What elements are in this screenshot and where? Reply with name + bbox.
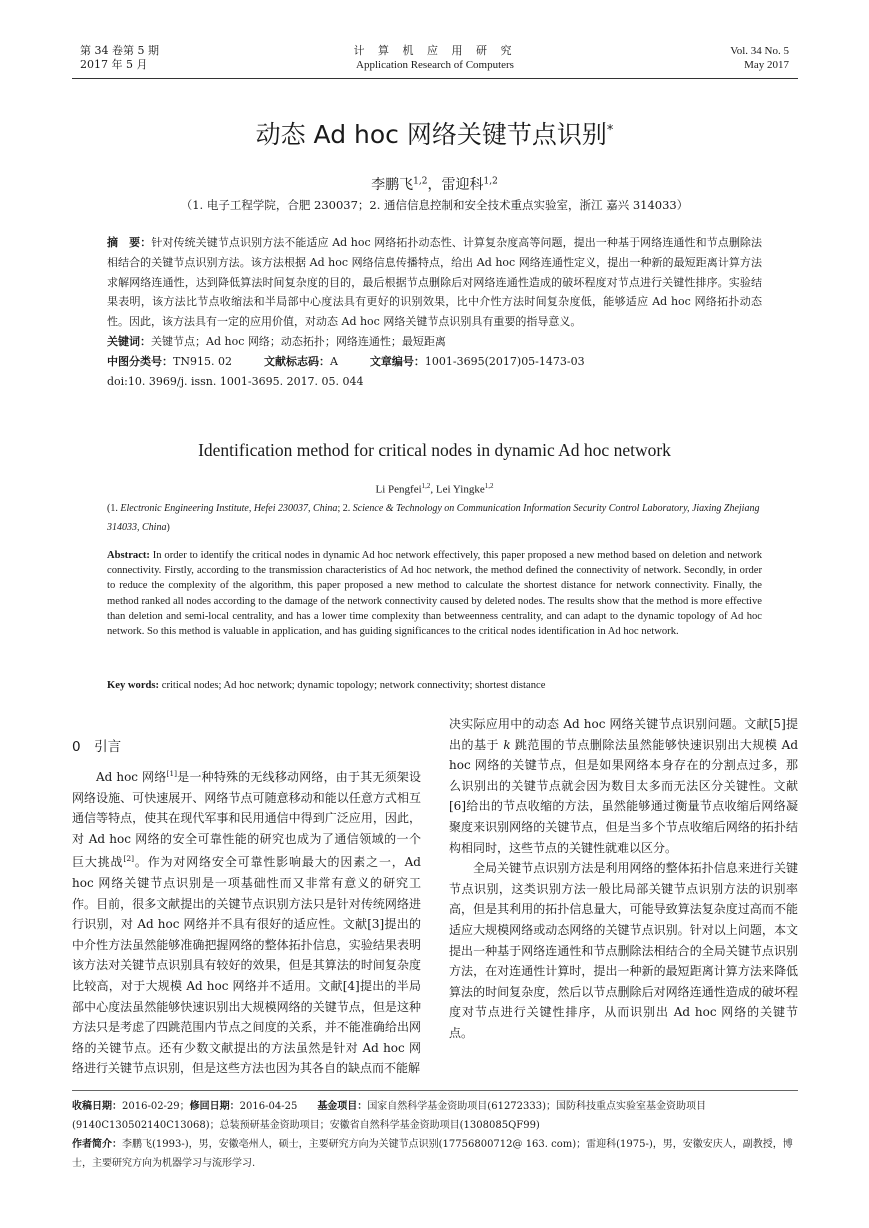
header-right	[730, 44, 789, 72]
author-separator-en: ,	[430, 483, 436, 496]
keywords-cn: 关键节点；Ad hoc 网络；动态拓扑；网络连通性；最短距离	[151, 334, 446, 348]
fund-text: 国家自然科学基金资助项目(61272333)；国防科技重点实验室基金资助项目(9140C130502140C13068)；总装预研基金资助项目；安徽省自然科学基金资助项目(1308085QF99)	[72, 1101, 707, 1131]
bio-label: 作者简介：	[72, 1139, 122, 1150]
abstract-en	[107, 548, 762, 639]
author-1-en: Li Pengfei	[375, 483, 422, 496]
affiliation-en-mid: ; 2.	[337, 503, 353, 514]
title-footnote-mark: *	[606, 123, 614, 138]
abstract-cn	[107, 233, 762, 391]
fund-label: 基金项目：	[317, 1101, 368, 1112]
abstract-cn-label: 摘 要：	[107, 236, 152, 249]
author-2-en: Lei Yingke	[435, 483, 485, 496]
abstract-en-text: In order to identify the critical nodes in dynamic Ad hoc network effectively, this paper proposed a new method based on deletion and network connectivity. Firstly, according to the transmission characteristics of Ad hoc network, the method defined the connectivity of network. Secondly, in order to reduce the complexity of the algorithm, this paper proposed a new method to calculate the shortest distance for network connectivity. Finally, the method ranked all nodes according to the damage of the network connectivity caused by deleted nodes. The results show that the method is more effective than deletion and semi-local centrality, and has a lower time complexity than betweenness centrality, and can adapt to the dynamic topology of Ad hoc network. So this method is valuable in application, and has guiding significances to the critical nodes identification in Ad hoc network.	[107, 550, 762, 638]
keywords-en-label: Key words:	[107, 680, 160, 691]
article-no-label: 文章编号：	[369, 354, 425, 368]
intro-paragraph-1-continued	[449, 714, 798, 858]
intro-paragraph-2: 全局关键节点识别方法是利用网络的整体拓扑信息来进行关键节点识别，这类识别方法一般比局部关键节点识别方法的识别率高，但是其利用的拓扑信息量大，可能导致算法复杂度过高而不能适应大规模网络或动态网络的关键节点识别。针对以上问题，本文提出一种基于网络连通性和节点删除法相结合的全局关键节点识别方法，在对连通性计算时，提出一种新的最短距离计算方法来降低算法的时间复杂度，然后以节点删除后对网络连通性造成的破坏程度对节点进行关键性排序，从而识别出 Ad hoc 网络的关键节点。	[449, 861, 798, 1040]
intro-text-c: 。作为对网络安全可靠性影响最大的因素之一，Ad hoc 网络关键节点识别是一项基础性而又非常有意义的研究工作。目前，很多文献提出的关键节点识别方法只是针对传统网络进行识别，对 Ad hoc 网络并不具有很好的适应性。文献[3]提出的中介性方法虽然能够准确把握网络的整体拓扑信息，实验结果表明该方法对关键节点识别具有较好的效果，但是其算法的时间复杂度比较高，对于大规模 Ad hoc 网络并不适用。文献[4]提出的半局部中心度法虽然能够快速识别出大规模网络的关键节点，但是这种方法只是考虑了四跳范围内节点之间度的关系，并不能准确给出网络的关键节点。还有少数文献提出的方法虽然是针对 Ad hoc 网络进行关键节点识别，但是这些方法也因为其各自的缺点而不能解	[72, 855, 421, 1076]
section-heading-introduction: 0 引言	[72, 739, 122, 755]
header-rule	[72, 78, 798, 79]
header-left	[80, 44, 159, 72]
author-separator-cn: ，	[427, 177, 442, 193]
affiliation-en-open: (1.	[107, 503, 121, 514]
classification-line	[107, 352, 762, 372]
affiliation-en-2: Science & Technology on Communication Information Security Control Laboratory, Jiaxing Zhejiang 314033, China	[107, 503, 760, 533]
footnote-dates-fund: 收稿日期：2016-02-29；修回日期：2016-04-25 基金项目：国家自然科学基金资助项目(61272333)；国防科技重点实验室基金资助项目(9140C130502140C13068)；总装预研基金资助项目；安徽省自然科学基金资助项目(1308085QF99)	[72, 1101, 707, 1131]
journal-name-en: Application Research of Computers	[356, 59, 514, 71]
author-2-cn: 雷迎科	[441, 177, 484, 193]
received-label: 收稿日期：	[72, 1101, 122, 1112]
keywords-cn-label: 关键词：	[107, 334, 151, 348]
authors-cn	[0, 174, 869, 194]
citation-2: [2]	[123, 854, 135, 864]
intro-text-continued: k	[503, 737, 511, 752]
date-cn: 2017 年 5 月	[80, 58, 148, 71]
date-en: May 2017	[744, 59, 789, 71]
citation-1: [1]	[166, 769, 178, 778]
abstract-en-label: Abstract:	[107, 550, 150, 561]
keywords-cn-line	[107, 332, 762, 352]
author-1-affil-cn: 1,2	[413, 176, 428, 187]
author-2-affil-cn: 1,2	[483, 176, 498, 187]
author-2-affil-en: 1,2	[484, 482, 494, 490]
doi-line: doi:10. 3969/j. issn. 1001-3695. 2017. 05. 044	[107, 374, 364, 388]
footnote-bio	[72, 1135, 798, 1173]
body-column-right	[449, 714, 798, 1044]
keywords-en: critical nodes; Ad hoc network; dynamic topology; network connectivity; shortest distance	[161, 680, 546, 691]
intro-text-a: Ad hoc 网络	[96, 770, 167, 784]
author-1-cn: 李鹏飞	[371, 177, 414, 193]
authors-en	[0, 482, 869, 496]
revised-label: 修回日期：	[189, 1101, 240, 1112]
doc-code-label: 文献标志码：	[263, 354, 330, 368]
title-text-cn: 动态 Ad hoc 网络关键节点识别	[255, 120, 607, 149]
abstract-cn-text: 针对传统关键节点识别方法不能适应 Ad hoc 网络拓扑动态性、计算复杂度高等问题，提出一种基于网络连通性和节点删除法相结合的关键节点识别方法。该方法根据 Ad hoc 网络信息传播特点，给出 Ad hoc 网络连通性定义，提出一种新的最短距离计算方法求解网络连通性，达到降低算法时间复杂度的目的，最后根据节点删除后对网络连通性造成的破坏程度对节点进行关键性排序。实验结果表明，该方法比节点收缩法和半局部中心度法具有更好的识别效果，比中介性方法时间复杂度低，能够适应 Ad hoc 网络拓扑动态性。因此，该方法具有一定的应用价值，对动态 Ad hoc 网络关键节点识别具有重要的指导意义。	[107, 236, 762, 329]
journal-name-cn: 计 算 机 应 用 研 究	[353, 44, 517, 57]
revised-date: 2016-04-25	[239, 1101, 298, 1112]
doc-code-value: A	[329, 354, 338, 368]
clc-label: 中图分类号：	[107, 354, 173, 368]
clc-value: TN915. 02	[173, 354, 232, 368]
article-no-value: 1001-3695(2017)05-1473-03	[424, 354, 585, 368]
abstract-cn-paragraph	[107, 233, 762, 332]
volume-issue-en: Vol. 34 No. 5	[730, 45, 789, 57]
header-center	[290, 44, 580, 72]
affiliation-en-close: )	[166, 522, 170, 533]
body-column-left	[72, 764, 421, 1079]
intro-text-continued: 跳范围的节点删除法虽然能够快速识别出大规模 Ad hoc 网络的关键节点，但是如果网络本身存在的分割点过多，那么识别出的关键节点就会因为数目太多而无法区分关键性。文献[6]给出的节点收缩的方法，虽然能够通过衡量节点收缩后网络凝聚度来识别网络的关键节点，但是当多个节点收缩后网络的拓扑结构相同时，这些节点的关键性就难以区分。	[449, 737, 798, 855]
intro-text-b: 是一种特殊的无线移动网络，由于其无须架设网络设施、可快速展开、网络节点可随意移动和能以任意方式相互通信等特点，使其在现代军事和民用通信中得到广泛应用，因此，对 Ad hoc 网络的安全可靠性能的研究也成为了通信领域的一个巨大挑战	[72, 770, 421, 870]
author-1-affil-en: 1,2	[421, 482, 431, 490]
volume-issue-cn: 第 34 卷第 5 期	[80, 44, 159, 57]
intro-text-continued: 决实际应用中的动态 Ad hoc 网络关键节点识别问题。文献[5]提出的基于	[449, 717, 798, 752]
intro-paragraph-1	[72, 764, 421, 1079]
bio-text: 李鹏飞(1993-)，男，安徽亳州人，硕士，主要研究方向为关键节点识别(17756800712@ 163. com)；雷迎科(1975-)，男，安徽安庆人，副教授，博士，主要研究方向为机器学习与流形学习.	[72, 1139, 793, 1169]
received-date: 2016-02-29	[122, 1101, 180, 1112]
keywords-en-line	[107, 680, 762, 691]
affiliation-en	[107, 499, 767, 537]
paper-title-cn	[0, 118, 869, 152]
affiliation-cn: （1. 电子工程学院，合肥 230037；2. 通信信息控制和安全技术重点实验室，浙江 嘉兴 314033）	[180, 198, 689, 212]
affiliation-en-1: Electronic Engineering Institute, Hefei 230037, China	[120, 503, 338, 514]
paper-title-en: Identification method for critical nodes in dynamic Ad hoc network	[198, 440, 671, 460]
footnote-rule	[72, 1090, 798, 1091]
footnotes	[72, 1097, 798, 1173]
